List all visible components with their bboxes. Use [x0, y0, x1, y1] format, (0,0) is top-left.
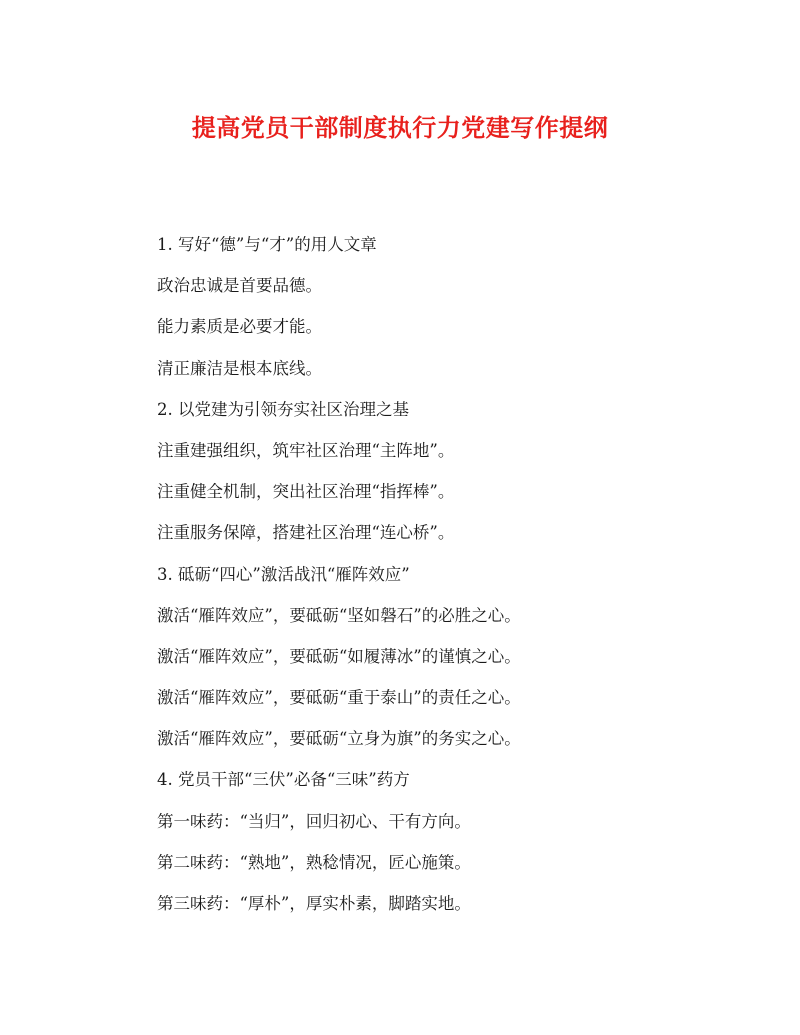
- body-line: 第一味药：“当归”，回归初心、干有方向。: [157, 811, 471, 831]
- body-line: 注重服务保障，搭建社区治理“连心桥”。: [157, 523, 455, 543]
- section-heading-1: 1. 写好“德”与“才”的用人文章: [157, 235, 377, 254]
- body-line: 激活“雁阵效应”，要砥砺“重于泰山”的责任之心。: [157, 688, 521, 708]
- body-line: 激活“雁阵效应”，要砥砺“坚如磐石”的必胜之心。: [157, 605, 521, 625]
- document-body: [157, 224, 757, 924]
- body-line: 激活“雁阵效应”，要砥砺“如履薄冰”的谨慎之心。: [157, 646, 521, 666]
- body-line: 激活“雁阵效应”，要砥砺“立身为旗”的务实之心。: [157, 729, 521, 749]
- body-line: 政治忠诚是首要品德。: [157, 276, 322, 296]
- body-line: 第三味药：“厚朴”，厚实朴素，脚踏实地。: [157, 894, 471, 913]
- section-heading-3: 3. 砥砺“四心”激活战汛“雁阵效应”: [157, 564, 410, 584]
- body-line: 注重健全机制，突出社区治理“指挥棒”。: [157, 482, 455, 502]
- document-title: 提高党员干部制度执行力党建写作提纲: [191, 113, 609, 142]
- section-heading-2: 2. 以党建为引领夯实社区治理之基: [157, 399, 409, 419]
- body-line: 注重建强组织，筑牢社区治理“主阵地”。: [157, 440, 455, 460]
- section-heading-4: 4. 党员干部“三伏”必备“三味”药方: [157, 770, 410, 790]
- body-line: 能力素质是必要才能。: [157, 317, 322, 337]
- body-line: 第二味药：“熟地”，熟稔情况，匠心施策。: [157, 852, 471, 872]
- body-line: 清正廉洁是根本底线。: [157, 358, 322, 378]
